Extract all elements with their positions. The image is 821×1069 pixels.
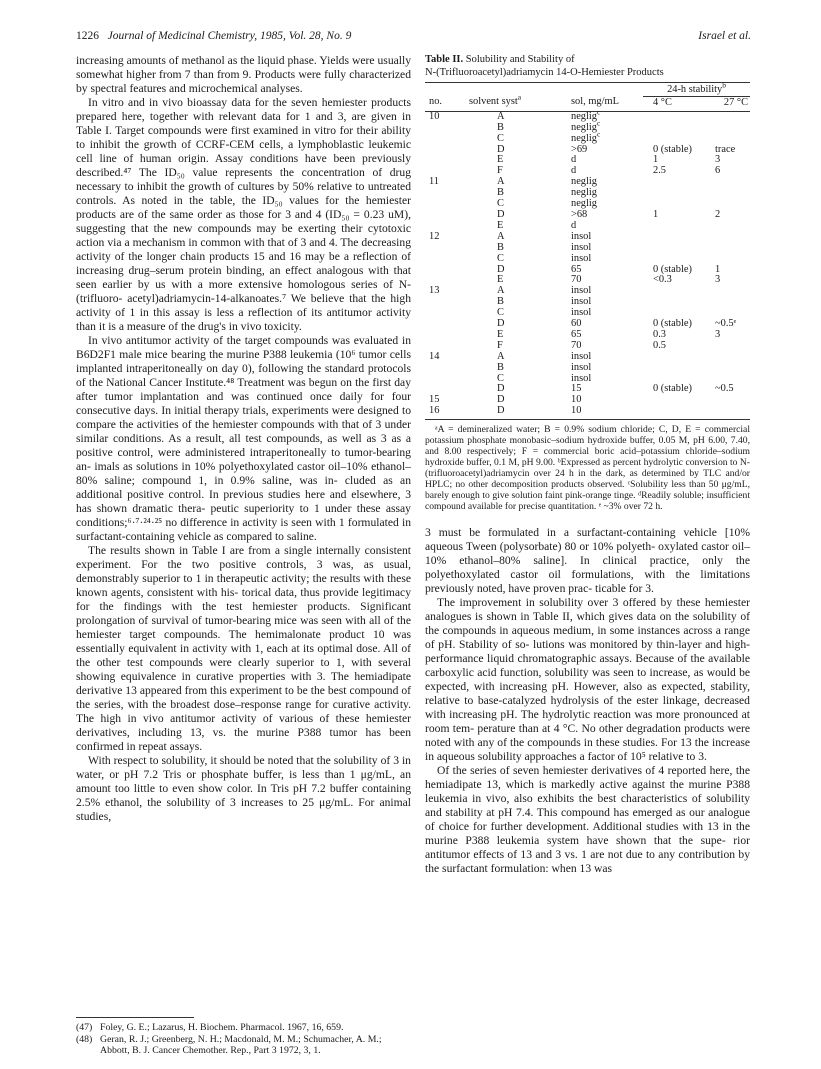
text-line: Of the series of seven hemiester derivatives of 4 reported	[437, 764, 707, 778]
text-line: the test hemiester products. Significant prolongation of	[76, 600, 411, 627]
text-line: order as those for 3 and 4 (ID₅₀ = 0.23 uM), suggesting that	[76, 208, 411, 235]
left-column	[76, 54, 411, 824]
text-line: surfactant-containing vehicle as compared to saline.	[76, 530, 317, 543]
table-cell-val: insol	[571, 350, 592, 362]
table-cell-s4: 0 (stable)	[653, 318, 692, 330]
table-cell-s27	[715, 352, 750, 363]
table-cell-s27	[715, 221, 750, 232]
text-line: as usual, demonstrably superior to 1 in therapeutic activity;	[76, 558, 411, 585]
text-line: examined in vitro for their ability to inhibit the growth	[76, 124, 411, 151]
table-cell-val: insol	[571, 296, 592, 308]
text-line: via a mechanism in common with that of 3 and 4. The	[107, 236, 359, 249]
text-line: 3 must be formulated in a surfactant-containing vehicle	[425, 526, 717, 540]
table-cell-s4: 0.3	[653, 328, 666, 340]
table-cell-val: 65	[571, 263, 582, 275]
paragraph-solubility	[76, 754, 411, 824]
stability-group-header: 24-h stability$^b$	[643, 83, 750, 97]
table-cell-s27	[715, 395, 750, 406]
table-row	[425, 406, 750, 419]
table-cell-s27	[715, 243, 750, 254]
text-line: of CCRF-CEM cells, a lymphoblastic leukemic cell line of	[76, 138, 411, 165]
table-cell-val: 70	[571, 339, 582, 351]
text-line: ticable for 3.	[595, 582, 654, 596]
table-cell-solv: A	[497, 230, 505, 242]
footnote-47: (47) Foley, G. E.; Lazarus, H. Biochem. Pharmacol. 1967, 16, 659.	[76, 1022, 344, 1033]
table-cell-s27: 3	[715, 274, 721, 286]
text-line: with the limitations previously noted, have proven prac-	[425, 568, 750, 596]
table-cell-val: 70	[571, 274, 582, 286]
table-cell-solv: E	[497, 328, 504, 340]
text-line: microchemical analyses.	[188, 82, 303, 95]
table-cell-val: neglig$^c$	[571, 118, 601, 133]
table-cell-no: 13	[429, 285, 440, 297]
table-title-line2: N-(Trifluoroacetyl)adriamycin 14-O-Hemiester Products	[425, 66, 664, 78]
table-cell-solv: D	[497, 394, 505, 406]
table-cell-s27	[715, 297, 750, 308]
journal-citation: Journal of Medicinal Chemistry, 1985, Vol. 28, No. 9	[107, 30, 352, 42]
table-cell-val: insol	[571, 307, 592, 319]
text-line: acetyl)adriamycin-14-alkanoates.⁷ We believe that the high	[127, 292, 411, 305]
paragraph-synthesis-end	[76, 54, 411, 96]
text-line: hemiester analogues is shown in Table II, which gives data	[425, 596, 750, 624]
table-cell-s27: 3	[715, 154, 721, 166]
table-cell-s4: 0 (stable)	[653, 143, 692, 155]
table-cell-val: 65	[571, 328, 582, 340]
text-line: In vivo antitumor activity of the target compounds was	[88, 334, 350, 347]
table-cell-no	[425, 265, 469, 276]
table-cell-no	[425, 308, 469, 319]
text-line: hemiester derivatives, including 13, vs. the murine P388	[76, 712, 411, 739]
table-cell-s4	[643, 406, 715, 419]
running-header-authors: Israel et al.	[698, 30, 751, 42]
header-sol: sol, mg/mL	[571, 96, 643, 111]
table-cell-solv: B	[497, 296, 504, 308]
text-line: described.⁴⁷ The ID₅₀ value represents the concentration	[76, 166, 365, 179]
text-line: were usually somewhat higher from 7 than from 9.	[76, 54, 412, 81]
table-cell-s27	[715, 123, 750, 134]
table-cell-solv: B	[497, 121, 504, 133]
table-row	[425, 155, 750, 166]
table-cell-solv: D	[497, 208, 505, 220]
text-line: survival of tumor-bearing mice was seen with all of the	[151, 614, 411, 627]
table-cell-s4	[643, 297, 715, 308]
text-line: as expected, stability, relative to base-catalyzed hydrolysis	[425, 680, 750, 708]
text-line: activity than it is a measure of the drug's in vivo toxicity.	[76, 306, 412, 333]
table-cell-no: 11	[429, 176, 440, 188]
table-title: Solubility and Stability of	[465, 54, 575, 65]
table-cell-solv: E	[497, 154, 504, 166]
table-cell-s27	[715, 254, 750, 265]
text-line: optimal dose. All of the other test compounds were clearly	[76, 642, 411, 669]
text-line: carboxylic acid function, solubility was seen to increase,	[425, 666, 691, 680]
table-cell-s27	[715, 111, 750, 122]
text-line: increasing amounts of methanol as the liquid phase. Yields	[76, 54, 349, 67]
text-line: activity of 1 in this assay is less a reflection of its antitumor	[76, 306, 372, 319]
table-cell-solv: E	[497, 274, 504, 286]
text-line: superior to 1, with several showing equivalence in curative	[76, 656, 411, 683]
text-line: from this experiment to be the best compound of the series,	[76, 684, 412, 711]
text-line: solubility of 3 in water, or pH 7.2 Tris or phosphate buffer,	[76, 754, 411, 781]
table-cell-s4: 1	[653, 208, 659, 220]
text-line: ID₅₀ values for the hemiester products are of the same	[76, 194, 411, 221]
text-line: [10% aqueous Tween (polysorbate) 80 or 10% polyeth-	[425, 526, 750, 554]
text-line: leukemia (10⁶ tumor cells implanted intraperitoneally on	[76, 348, 411, 375]
text-line: The results shown in Table I are from a single internally	[88, 544, 361, 557]
text-line: cluded as an additional positive control. In previous	[76, 474, 411, 501]
table-cell-no	[425, 199, 469, 210]
table-cell-s27: ~0.5	[715, 383, 734, 395]
text-line: solubility of 3 increases to 25 μg/mL. For animal studies,	[76, 796, 412, 823]
header-4c: 4 °C	[643, 96, 715, 111]
table-cell-solv: A	[497, 350, 505, 362]
table-cell-solv: C	[497, 252, 504, 264]
table-cell-s4	[643, 232, 715, 243]
table-row	[425, 330, 750, 341]
text-line: hemiester target compounds. The hemimalonate product	[76, 628, 365, 641]
table-footnote-text: ᵃA = demineralized water; B = 0.9% sodium chloride; C, D, E = commercial potassium phosphate monobasic–sodium hydroxide buffer, 0.05 M, pH 6.00, 7.40, and 8.00 respectively; F = commercial boric acid–potassium chloride–sodium hydroxide buffer, 0.1 M, pH 9.00. ᵇExpressed as percent hydrolytic conversion to N-(trifluoroacetyl)adriamycin over 24 h in the dark, as determined by TLC and/or HPLC; no other decomposition products observed. ᶜSolubility less than 50 μg/mL, barely enough to give solution faint pink-orange tinge. ᵈReadily soluble; insufficient compound available for precise quantitation. ᵉ ~3% over 72 h.	[425, 424, 750, 513]
header-no: no.	[425, 96, 469, 111]
table-row	[425, 134, 750, 145]
table-cell-val: neglig	[571, 187, 597, 199]
paragraph-in-vitro	[76, 96, 411, 334]
table-label: Table II.	[425, 54, 464, 65]
table-cell-no	[425, 254, 469, 265]
table-cell-solv: B	[497, 361, 504, 373]
table-cell-val: d	[571, 219, 577, 231]
text-line: were designed to compare the activities of the hemiester	[76, 404, 411, 431]
table-cell-solv: C	[497, 372, 504, 384]
table-cell-s4	[643, 243, 715, 254]
table-cell-solv: C	[497, 132, 504, 144]
footnotes	[76, 1022, 411, 1057]
text-line: compound has emerged as our analogue of choice for	[425, 806, 750, 834]
text-line: imals as solutions in 10% polyethoxylated castor oil–10%	[94, 460, 368, 473]
table-cell-s27	[715, 188, 750, 199]
text-line: characteristics of solubility and stability at pH 7.4. This	[425, 792, 750, 820]
table-row	[425, 210, 750, 221]
table-cell-val: insol	[571, 241, 592, 253]
table-cell-no	[425, 123, 469, 134]
table-cell-no: 16	[425, 406, 469, 419]
table-cell-solv: A	[497, 110, 505, 122]
text-line: is less than 1 μg/mL, an amount too little to even show	[76, 768, 411, 795]
text-line: of the ester linkage, decreased with increasing pH. The	[425, 694, 750, 722]
table-cell-s4	[643, 177, 715, 188]
table-cell-s27: ~0.5ᵉ	[715, 318, 737, 330]
text-line: day 0), following the standard protocols of the National	[76, 362, 411, 389]
table-cell-val: 10	[571, 394, 582, 406]
table-cell-val: 60	[571, 318, 582, 330]
table-row	[425, 265, 750, 276]
table-cell-val: 10	[571, 406, 643, 419]
solubility-table	[425, 82, 750, 420]
table-cell-s4	[643, 395, 715, 406]
text-line: noted with any of the compounds in these studies. For	[425, 736, 678, 750]
table-cell-solv: A	[497, 285, 505, 297]
paragraph-in-vivo	[76, 334, 411, 544]
table-footnotes	[425, 424, 750, 512]
text-line: decreasing activity of the longer chain products 15 and 16	[76, 236, 411, 263]
table-cell-solv: A	[497, 176, 505, 188]
text-line: liquid chromatographic assays. Because of the available	[487, 652, 750, 666]
table-cell-val: >68	[571, 208, 588, 220]
table-cell-val: d	[571, 165, 577, 177]
text-line: with a more extensive homologous series of N-(trifluoro-	[76, 278, 411, 305]
text-line: torical data, thus provide legitimacy for the findings with	[76, 586, 411, 613]
table-cell-s4: 0.5	[653, 339, 666, 351]
table-cell-no: 10	[429, 110, 440, 122]
text-line: the murine P388 leukemia in vivo, also exhibits the best	[425, 778, 751, 806]
table-cell-no: 15	[429, 394, 440, 406]
table-cell-val: >69	[571, 143, 588, 155]
header-27c: 27 °C	[715, 96, 750, 111]
table-cell-s4	[643, 352, 715, 363]
header-solvent: solvent syst$^a$	[469, 96, 571, 111]
table-cell-val: insol	[571, 361, 592, 373]
text-line: compounds with that of 3 under similar conditions. As a	[76, 418, 411, 445]
text-line: may be a reflection of increasing drug–serum protein	[76, 250, 411, 277]
table-cell-s4	[643, 188, 715, 199]
text-line: In vitro and in vivo bioassay data for the seven hemiester	[88, 96, 367, 109]
text-line: with the broadest dose–response range for curative activity.	[127, 698, 411, 711]
table-cell-s27: trace	[715, 143, 736, 155]
table-cell-val: 15	[571, 383, 582, 395]
table-cell-s27	[715, 232, 750, 243]
table-cell-s4: 1	[653, 154, 659, 166]
text-line: 1 and 3, are given in Table I. Target compounds were first	[76, 110, 412, 137]
table-cell-s4: <0.3	[653, 274, 672, 286]
table-cell-no: 14	[429, 350, 440, 362]
table-cell-no	[425, 188, 469, 199]
text-line: hydrolytic reaction was more pronounced at room tem-	[425, 708, 750, 736]
table-cell-solv: D	[469, 406, 571, 419]
paragraph-formulation	[425, 526, 750, 596]
table-cell-val: insol	[571, 285, 592, 297]
text-line: in some instances across a range of pH. Stability of so-	[425, 624, 750, 652]
table-cell-s27	[715, 341, 750, 352]
table-cell-s4	[643, 123, 715, 134]
table-cell-solv: C	[497, 307, 504, 319]
table-cell-s27: 6	[715, 165, 721, 177]
table-cell-s4: 0 (stable)	[653, 263, 692, 275]
table-cell-no	[425, 134, 469, 145]
table-cell-val: d	[571, 154, 577, 166]
page-number: 1226	[76, 30, 99, 42]
text-line: four consecutive days. In initial therapy trials, experiments	[76, 390, 412, 417]
table-cell-no	[425, 363, 469, 374]
table-cell-val: insol	[571, 230, 592, 242]
table-cell-no: 12	[429, 230, 440, 242]
text-line: oxylated castor oil–10% ethanol–80% saline]. In clinical	[425, 540, 751, 568]
table-cell-no	[425, 374, 469, 385]
text-line: Cancer Institute.⁴⁸ Treatment was begun on the first day	[149, 376, 411, 389]
table-cell-solv: D	[497, 318, 505, 330]
paragraph-conclusion	[425, 764, 750, 876]
table-row	[425, 308, 750, 319]
text-line: The high in vivo antitumor activity of various of these	[76, 712, 360, 725]
text-line: the results with these known agents, consistent with his-	[76, 572, 411, 599]
table-cell-solv: B	[497, 241, 504, 253]
text-line: With respect to solubility, it should be noted that the	[88, 754, 331, 767]
table-cell-s27	[715, 406, 750, 419]
text-line: peutic superiority to 1 under these assay conditions;⁶·⁷·²⁴·²⁵	[76, 502, 411, 529]
footnote-rule	[76, 1017, 194, 1018]
table-row	[425, 384, 750, 395]
table-cell-s27	[715, 199, 750, 210]
table-cell-solv: D	[497, 383, 505, 395]
table-row	[425, 145, 750, 156]
table-cell-no	[425, 155, 469, 166]
text-line: consistent experiment. For the two positive controls, 3 was,	[76, 544, 411, 571]
table-cell-s27: 3	[715, 328, 721, 340]
table-cell-solv: E	[497, 219, 504, 231]
text-line: 10 was essentially equivalent in activity with 1, each at its	[76, 628, 411, 655]
table-cell-s27: 2	[715, 208, 721, 220]
paragraph-solubility-improvement	[425, 596, 750, 764]
text-line: Products were fully characterized by spectral features and	[76, 68, 412, 95]
table-cell-solv: D	[497, 143, 505, 155]
table-cell-val: insol	[571, 372, 592, 384]
text-line: perature than at 4 °C. No other degradation products were	[477, 722, 750, 736]
text-line: products prepared here, together with relevant data for	[76, 96, 411, 123]
table-cell-solv: F	[497, 339, 503, 351]
table-cell-s4: 2.5	[653, 165, 666, 177]
table-cell-s27: 1	[715, 263, 721, 275]
table-cell-no	[425, 243, 469, 254]
text-line: on the solubility of the compounds in aqueous medium,	[425, 610, 751, 638]
table-row	[425, 395, 750, 406]
text-line: of drug necessary to inhibit the growth of cultures by 50%	[76, 166, 411, 193]
table-cell-val: insol	[571, 252, 592, 264]
table-row	[425, 374, 750, 385]
paragraph-results	[76, 544, 411, 754]
table-row	[425, 254, 750, 265]
text-line: evaluated in B6D2F1 male mice bearing the murine P388	[76, 334, 411, 361]
table-cell-no	[425, 319, 469, 330]
table-caption	[425, 54, 750, 79]
text-line: tumor has been confirmed in repeat assays.	[76, 726, 411, 753]
text-line: after tumor implantation and was continued once daily for	[76, 390, 384, 403]
text-line: relative to untreated controls. As noted in the table, the	[76, 180, 411, 207]
table-cell-solv: C	[497, 198, 504, 210]
text-line: lutions was monitored by thin-layer and high-performance	[425, 638, 750, 666]
text-line: studies here and elsewhere, 3 has shown dramatic thera-	[76, 488, 412, 515]
footnote-48: (48) Geran, R. J.; Greenberg, N. H.; Macdonald, M. M.; Schumacher, A. M.; Abbott, B. J. Cancer Chemother. Rep., Part 3 1972, 3, 1.	[76, 1033, 382, 1056]
text-line: of 10⁵ relative to 3.	[617, 750, 707, 764]
table-row	[425, 319, 750, 330]
text-line: further development. Additional studies with 13 in the	[490, 820, 751, 834]
table-cell-s4	[643, 286, 715, 297]
text-line: murine P388 leukemia system have shown that the supe-	[425, 834, 726, 848]
table-cell-s4: 0 (stable)	[653, 383, 692, 395]
table-cell-val: neglig	[571, 198, 597, 210]
table-cell-no	[425, 145, 469, 156]
text-line: here, the hemiadipate 13, which is markedly active against	[425, 764, 750, 792]
text-line: result, all test compounds, as well as 3 as a positive control,	[76, 432, 411, 459]
text-line: The improvement in solubility over 3 offered by these	[437, 596, 701, 610]
text-line: ethanol–80% saline; compound 1, in 0.9% saline, was in-	[76, 460, 411, 487]
table-cell-no	[425, 297, 469, 308]
table-cell-s4	[643, 363, 715, 374]
table-cell-s27	[715, 177, 750, 188]
table-cell-val: neglig$^c$	[571, 107, 601, 122]
table-cell-s27	[715, 286, 750, 297]
table-cell-solv: F	[497, 165, 503, 177]
table-row	[425, 199, 750, 210]
table-cell-s27	[715, 363, 750, 374]
text-line: color. In Tris pH 7.2 buffer containing 2.5% ethanol, the	[76, 782, 411, 809]
right-column	[425, 54, 750, 876]
text-line: were administered intraperitoneally to tumor-bearing an-	[76, 446, 411, 473]
text-line: practice, only the polyethoxylated castor oil formulations,	[425, 554, 750, 582]
text-line: binding, an effect analogous with that seen earlier by us	[76, 264, 412, 291]
table-cell-solv: B	[497, 187, 504, 199]
table-cell-s4	[643, 221, 715, 232]
text-line: as would be expected, with increasing pH. However, also	[425, 666, 751, 694]
table-cell-val: neglig$^c$	[571, 129, 601, 144]
table-cell-val: neglig	[571, 176, 597, 188]
text-line: rior antitumor effects of 13 and 3 vs. 1 are not due to any	[425, 834, 750, 862]
text-line: no difference in activity is seen with 1 formulated in	[165, 516, 411, 529]
table-cell-no	[425, 210, 469, 221]
table-cell-no	[425, 330, 469, 341]
table-cell-solv: D	[497, 263, 505, 275]
text-line: contribution by the surfactant formulation: when 13 was	[425, 848, 750, 876]
text-line: 13 the increase in aqueous solubility approaches a factor	[425, 736, 750, 764]
text-line: the new compounds may be exerting their cytotoxic action	[76, 222, 411, 249]
text-line: properties with 3. The hemiadipate derivative 13 appeared	[76, 670, 411, 697]
running-header-left	[76, 30, 351, 42]
table-cell-s4	[643, 111, 715, 122]
text-line: human origin. Assay conditions have been previously	[139, 152, 411, 165]
